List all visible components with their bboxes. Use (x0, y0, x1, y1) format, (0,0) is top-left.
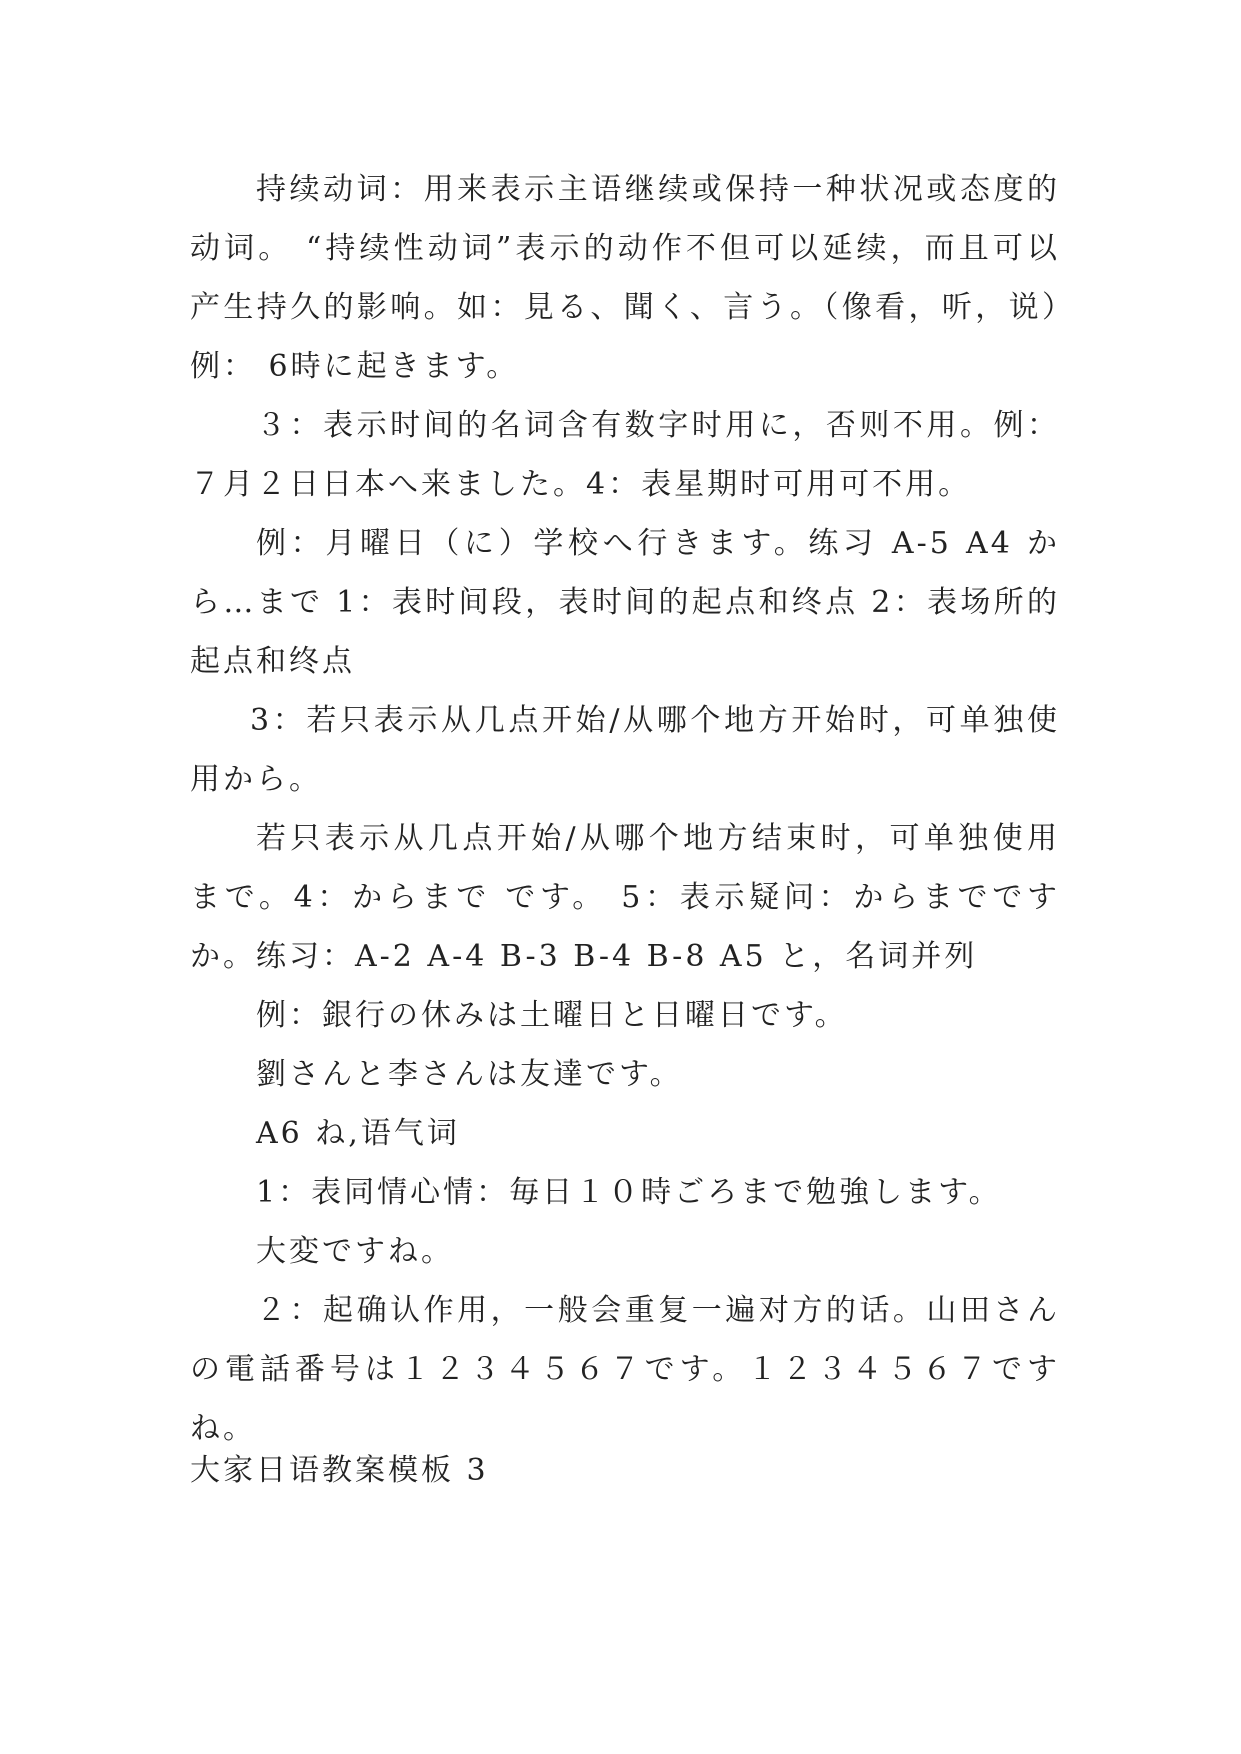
paragraph-kara-alone: 3：若只表示从几点开始/从哪个地方开始时，可单独使用から。 (190, 703, 1060, 797)
paragraph-made-alone: 若只表示从几点开始/从哪个地方结束时，可单独使用まで。4：からまで です。 5：表示疑问：からまでですか。练习：A-2 A-4 B-3 B-4 B-8 A5 と，名词并列 (190, 821, 1060, 974)
paragraph-sympathy: 1：表同情心情：毎日１０時ごろまで勉強します。 (256, 1175, 1002, 1210)
paragraph-continuous-verbs: 持续动词：用来表示主语继续或保持一种状况或态度的动词。 “持续性动词”表示的动作不但可以延续，而且可以产生持久的影响。如：見る、聞く、言う。（像看，听，说）例： 6時に起きます。 (190, 172, 1060, 384)
paragraph-taihen: 大変ですね。 (256, 1234, 454, 1269)
paragraph-example-bank: 例：銀行の休みは土曜日と日曜日です。 (256, 998, 848, 1033)
paragraph-ne-particle: A6 ね,语气词 (256, 1116, 460, 1151)
paragraph-example-friends: 劉さんと李さんは友達です。 (256, 1057, 683, 1092)
document-body (190, 160, 1060, 1458)
paragraph-time-nouns: ３：表示时间的名词含有数字时用に，否则不用。例：７月２日日本へ来ました。4：表星期时可用可不用。 (190, 408, 1060, 502)
paragraph-kara-made: 例：月曜日（に）学校へ行きます。练习 A-5 A4 から…まで 1：表时间段，表时间的起点和终点 2：表场所的起点和终点 (190, 526, 1060, 679)
section-heading: 大家日语教案模板 3 (190, 1453, 489, 1488)
paragraph-confirmation: ２：起确认作用，一般会重复一遍对方的话。山田さんの電話番号は１２３４５６７です。１２３４５６７ですね。 (190, 1293, 1060, 1446)
